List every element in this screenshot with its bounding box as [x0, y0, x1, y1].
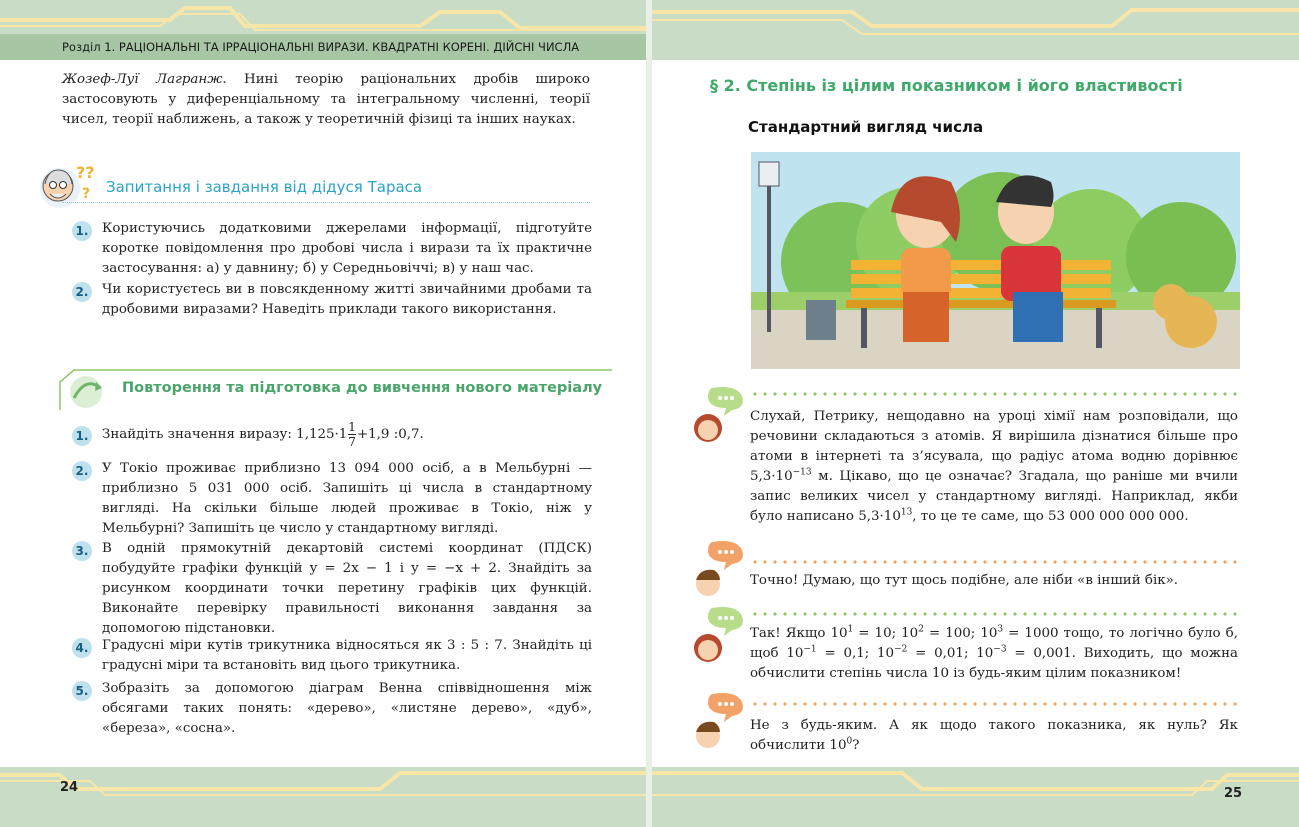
exponent: 13: [900, 507, 913, 518]
dialog-text: Точно! Думаю, що тут щось подібне, але ніби «в інший бік».: [750, 573, 1179, 588]
dialog-text: = 1000 тощо, то логічно було б, щоб 10: [750, 626, 1238, 661]
fraction-numerator: 1: [348, 420, 356, 434]
page-number: 25: [1224, 786, 1243, 801]
dialog-text: Слухай, Петрику, нещодавно на уроці хімії нам розповідали, що речовини складаються з атомів. Я вирішила дізнатися більше про атоми в інтернеті та з’ясувала, що радіус атома водню дорівнює 5,3·10: [750, 409, 1238, 484]
review-heading: Повторення та підготовка до вивчення нового матеріалу: [122, 380, 603, 396]
task-number: 2.: [72, 461, 92, 481]
section-title: § 2. Степінь із цілим показником і його властивості: [710, 76, 1183, 95]
dialog-text: = 0,1; 10: [816, 646, 895, 661]
dialog-girl-2: [750, 624, 1238, 684]
boy-avatar-icon: [692, 540, 748, 600]
fraction: [348, 420, 356, 449]
exponent: 3: [997, 624, 1004, 635]
dialog-divider: [750, 702, 1240, 706]
dialog-text: Не з будь-яким. А як щодо такого показника, як нуль? Як обчислити 10: [750, 718, 1238, 753]
dialog-text: = 0,001. Виходить, що можна обчислити степінь числа 10 із будь-яким цілим показником!: [750, 646, 1238, 681]
svg-text:?: ?: [82, 186, 91, 202]
dialog-text: ?: [852, 738, 860, 753]
dialog-text: = 10; 10: [853, 626, 919, 641]
page-number: 24: [60, 780, 79, 795]
exponent: 1: [847, 624, 854, 635]
dialog-text: = 100; 10: [923, 626, 998, 641]
band-stripes: [652, 767, 1299, 827]
questions-divider: [62, 202, 590, 203]
task-text: Зобразіть за допомогою діаграм Венна співвідношення між обсягами таких понять: «дерево», «листяне дерево», «дуб», «береза», «сосна».: [102, 681, 592, 736]
dialog-text: = 0,01; 10: [907, 646, 994, 661]
subheading: Стандартний вигляд числа: [748, 118, 984, 136]
task-text: Градусні міри кутів трикутника відносяться як 3 : 5 : 7. Знайдіть ці градусні міри та встановіть вид цього трикутника.: [102, 638, 592, 673]
park-bench-illustration: [751, 152, 1240, 369]
task-number: 4.: [72, 638, 92, 658]
exponent: 0: [846, 736, 853, 747]
dialog-boy-2: [750, 716, 1238, 756]
top-band: [652, 0, 1299, 60]
fraction-denominator: 7: [348, 435, 356, 449]
task-text: У Токіо проживає приблизно 13 094 000 осіб, а в Мельбурні — приблизно 5 031 000 осіб. Запишіть ці числа в стандартному вигляді. На скільки більше людей проживає в Токіо, ніж у Мельбурні? Запишіть це число у стандартному вигляді.: [102, 461, 592, 536]
task-1-text: Знайдіть значення виразу:: [102, 427, 297, 442]
dialog-girl-1: [750, 407, 1238, 527]
dialog-boy-1: [750, 571, 1238, 591]
dialog-text: Так! Якщо 10: [750, 626, 848, 641]
band-stripes: [0, 767, 646, 827]
right-page: [652, 0, 1299, 827]
exponent: −3: [993, 644, 1007, 655]
band-stripes: [652, 0, 1299, 60]
task-1: [102, 418, 592, 452]
dialog-divider: [750, 612, 1240, 616]
running-head: Розділ 1. РАЦІОНАЛЬНІ ТА ІРРАЦІОНАЛЬНІ ВИРАЗИ. КВАДРАТНІ КОРЕНІ. ДІЙСНІ ЧИСЛА: [0, 34, 646, 60]
exponent: 2: [918, 624, 924, 635]
dialog-text: , то це те саме, що 53 000 000 000 000.: [912, 509, 1189, 524]
girl-avatar-icon: [692, 606, 748, 666]
band-stripes: [0, 0, 646, 34]
questions-heading: Запитання і завдання від дідуся Тараса: [106, 178, 423, 196]
question-text: Чи користуєтесь ви в повсякденному житті звичайними дробами та дробовими виразами? Наведіть приклади такого використання.: [102, 282, 592, 317]
task-1-expr-b: +1,9 :0,7.: [356, 427, 424, 442]
top-band: [0, 0, 646, 34]
intro-name: Жозеф-Луї Лагранж.: [62, 72, 227, 87]
dialog-text: м. Цікаво, що це означає? Згадала, що раніше ми вчили запис великих чисел у стандартному вигляді. Наприклад, якби було написано 5,3·10: [750, 469, 1238, 524]
svg-text:??: ??: [76, 163, 95, 182]
task-number: 1.: [72, 426, 92, 446]
task-1-expr-a: 1,125·1: [296, 427, 348, 442]
question-text: Користуючись додатковими джерелами інформації, підготуйте коротке повідомлення про дробові числа і вирази та їх практичне застосування: а) у давнину; б) у Середньовіччі; в) у наш час.: [102, 221, 592, 276]
bottom-band: [652, 767, 1299, 827]
task-number: 5.: [72, 681, 92, 701]
question-number: 2.: [72, 282, 92, 302]
boy-avatar-icon: [692, 692, 748, 752]
exponent: −13: [792, 467, 812, 478]
dialog-divider: [750, 392, 1240, 396]
intro-text: Нині теорію раціональних дробів широко застосовують у диференціальному та інтегральному численні, теорії чисел, теорії наближень, а також у теоретичній фізиці та інших науках.: [62, 72, 590, 127]
exponent: −1: [803, 644, 817, 655]
left-page: [0, 0, 646, 827]
question-number: 1.: [72, 221, 92, 241]
girl-avatar-icon: [692, 386, 748, 446]
bottom-band: [0, 767, 646, 827]
exponent: −2: [894, 644, 908, 655]
dialog-divider: [750, 560, 1240, 564]
task-text: В одній прямокутній декартовій системі координат (ПДСК) побудуйте графіки функцій y = 2x − 1 і y = −x + 2. Знайдіть за рисунком координати точки перетину графіків цих функцій. Виконайте перевірку правильності виконання завдання за допомогою підстановки.: [102, 541, 592, 636]
grandpa-icon: [36, 158, 98, 214]
intro-paragraph: [62, 70, 590, 130]
task-number: 3.: [72, 541, 92, 561]
